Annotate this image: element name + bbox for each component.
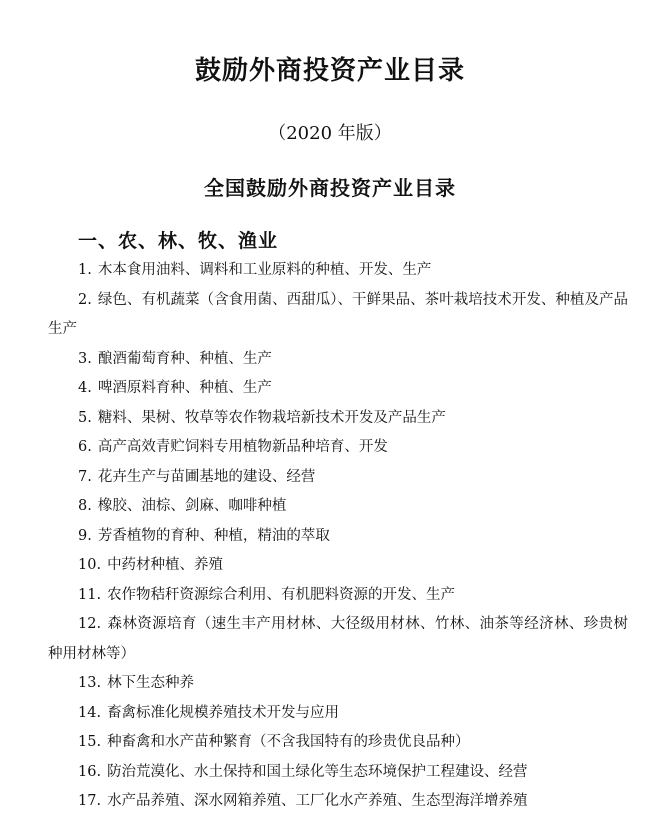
list-item	[48, 699, 628, 729]
item-number: 10.	[78, 557, 102, 573]
item-number: 1.	[78, 262, 92, 278]
item-number: 11.	[78, 586, 102, 603]
list-item	[48, 551, 628, 581]
item-text: 芳香植物的育种、种植，精油的萃取	[97, 527, 330, 544]
item-list	[48, 256, 628, 817]
item-number: 13.	[78, 675, 102, 691]
list-item	[48, 286, 628, 345]
list-item	[48, 492, 628, 522]
item-number: 15.	[78, 734, 102, 750]
list-item	[48, 669, 628, 699]
item-text: 啤酒原料育种、种植、生产	[97, 380, 272, 396]
document-title: 鼓励外商投资产业目录	[194, 56, 465, 86]
item-text: 种畜禽和水产苗种繁育（不含我国特有的珍贵优良品种）	[107, 734, 470, 750]
item-text: 中药材种植、养殖	[107, 557, 224, 573]
item-number: 5.	[78, 409, 92, 426]
list-item	[48, 463, 628, 493]
item-text: 森林资源培育（速生丰产用材林、大径级用材林、竹林、油茶等经济林、珍贵树种用材林等）	[48, 616, 628, 662]
item-text: 防治荒漠化、水土保持和国土绿化等生态环境保护工程建设、经营	[107, 763, 528, 780]
item-number: 4.	[78, 380, 92, 396]
item-text: 酿酒葡萄育种、种植、生产	[97, 350, 272, 367]
list-item	[48, 522, 628, 552]
item-number: 16.	[78, 763, 102, 780]
item-number: 6.	[78, 439, 92, 455]
section-heading: 一、农、林、牧、渔业	[78, 230, 279, 252]
item-number: 3.	[78, 350, 92, 367]
item-number: 14.	[78, 704, 102, 721]
list-item	[48, 345, 628, 375]
list-item	[48, 610, 628, 669]
list-item	[48, 374, 628, 404]
item-text: 花卉生产与苗圃基地的建设、经营	[97, 468, 316, 485]
list-item	[48, 758, 628, 788]
item-text: 水产品养殖、深水网箱养殖、工厂化水产养殖、生态型海洋增养殖	[107, 793, 528, 809]
item-number: 9.	[78, 527, 92, 544]
item-number: 7.	[78, 468, 92, 485]
list-item	[48, 433, 628, 463]
item-text: 农作物秸秆资源综合利用、有机肥料资源的开发、生产	[107, 586, 456, 603]
document-edition: （2020 年版）	[268, 123, 392, 144]
item-text: 糖料、果树、牧草等农作物栽培新技术开发及产品生产	[97, 409, 446, 426]
list-item	[48, 787, 628, 817]
item-text: 林下生态种养	[107, 675, 195, 691]
document-subtitle: 全国鼓励外商投资产业目录	[204, 176, 456, 200]
list-item	[48, 728, 628, 758]
list-item	[48, 404, 628, 434]
item-number: 12.	[78, 616, 102, 632]
item-number: 2.	[78, 291, 92, 308]
item-text: 橡胶、油棕、剑麻、咖啡种植	[97, 498, 287, 514]
item-text: 畜禽标准化规模养殖技术开发与应用	[107, 704, 340, 721]
list-item	[48, 581, 628, 611]
item-text: 木本食用油料、调料和工业原料的种植、开发、生产	[97, 262, 432, 278]
item-text: 绿色、有机蔬菜（含食用菌、西甜瓜）、干鲜果品、茶叶栽培技术开发、种植及产品生产	[48, 291, 628, 337]
list-item	[48, 256, 628, 286]
item-number: 17.	[78, 793, 102, 809]
item-text: 高产高效青贮饲料专用植物新品种培育、开发	[97, 439, 388, 455]
item-number: 8.	[78, 498, 92, 514]
